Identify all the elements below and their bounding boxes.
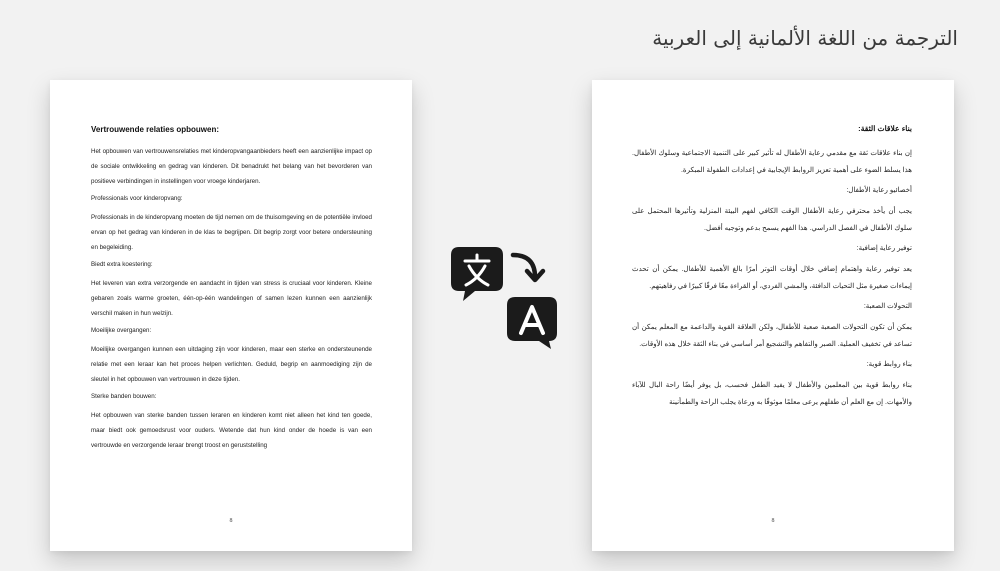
paragraph: Het leveren van extra verzorgende en aandacht in tijden van stress is cruciaal voor kinderen. Kleine gebaren zoals warme groeten, één-op-één wandelingen of samen lezen kunnen een aanzienlijk verschil maken in hun welzijn. <box>91 280 372 317</box>
arrow-icon <box>513 255 543 280</box>
source-page-number: 8 <box>229 518 233 524</box>
section-heading: توفير رعاية إضافية: <box>856 245 912 252</box>
source-document-title: Vertrouwende relaties opbouwen: <box>91 125 220 134</box>
section-heading: التحولات الصعبة: <box>863 303 912 310</box>
section-heading: أخصائيو رعاية الأطفال: <box>846 187 912 194</box>
translated-page-number: 8 <box>771 518 775 524</box>
section-heading: Biedt extra koestering: <box>91 261 153 268</box>
source-document-page <box>50 80 412 551</box>
section-heading: Sterke banden bouwen: <box>91 393 157 400</box>
section-heading: Professionals voor kinderopvang: <box>91 195 183 202</box>
translate-icon <box>449 245 557 349</box>
paragraph: يجب أن يأخذ محترفي رعاية الأطفال الوقت الكافي لفهم البيئة المنزلية وتأثيرها المحتمل على سلوك الأطفال في الفصل الدراسي. هذا الفهم يسمح بدعم وتوجيه أفضل. <box>632 208 912 232</box>
paragraph: Het opbouwen van vertrouwensrelaties met kinderopvangaanbieders heeft een aanzienlijke impact op de sociale ontwikkeling en gedrag van kinderen. Dit benadrukt het belang van het bevorderen van positieve verbindingen in instellingen voor vroege kinderjaren. <box>91 148 372 185</box>
translated-content <box>632 145 912 411</box>
translated-document-page <box>592 80 954 551</box>
source-page-body <box>91 125 372 459</box>
paragraph: Professionals in de kinderopvang moeten de tijd nemen om de thuisomgeving en de potentiële invloed ervan op het gedrag van kinderen in de klas te begrijpen. Dit begrip zorgt voor betere ondersteuning en begeleiding. <box>91 214 372 251</box>
paragraph: بناء روابط قوية بين المعلمين والأطفال لا يفيد الطفل فحسب، بل يوفر أيضًا راحة البال للآباء والأمهات. إن مع العلم أن طفلهم يرعى معلمًا موثوقًا به ورعاة يجلب الراحة والطمأنينة <box>632 382 912 406</box>
section-heading: بناء روابط قوية: <box>866 361 912 368</box>
page-heading: الترجمة من اللغة الألمانية إلى العربية <box>652 26 958 50</box>
source-content <box>91 144 372 453</box>
translated-document-title: بناء علاقات الثقة: <box>858 124 912 133</box>
paragraph: Moeilijke overgangen kunnen een uitdaging zijn voor kinderen, maar een sterke en ondersteunende relatie met een leraar kan het proces helpen verlichten. Geduld, begrip en aanmoediging zijn de sleutel in het opbouwen van vertrouwen in deze tijden. <box>91 346 372 383</box>
section-heading: Moeilijke overgangen: <box>91 327 152 334</box>
paragraph: إن بناء علاقات ثقة مع مقدمي رعاية الأطفال له تأثير كبير على التنمية الاجتماعية وسلوك الأطفال. هذا يسلط الضوء على أهمية تعزيز الروابط الإيجابية في إعدادات الطفولة المبكرة. <box>632 150 912 174</box>
paragraph: Het opbouwen van sterke banden tussen leraren en kinderen komt niet alleen het kind ten goede, maar biedt ook gemoedsrust voor ouders. Wetende dat hun kind onder de hoede is van een vertrouwde en verzorgende leraar brengt troost en geruststelling <box>91 412 372 449</box>
translated-page-body <box>632 124 912 418</box>
paragraph: يعد توفير رعاية واهتمام إضافي خلال أوقات التوتر أمرًا بالغ الأهمية للأطفال. يمكن أن تحدث إيماءات صغيرة مثل التحيات الدافئة، والمشي الفردي، أو القراءة معًا فرقًا كبيرًا في رفاهيتهم. <box>632 266 912 290</box>
paragraph: يمكن أن تكون التحولات الصعبة صعبة للأطفال، ولكن العلاقة القوية والداعمة مع المعلم يمكن أن تساعد في تخفيف العملية. الصبر والتفاهم والتشجيع أمر أساسي في بناء الثقة خلال هذه الأوقات. <box>632 324 912 348</box>
